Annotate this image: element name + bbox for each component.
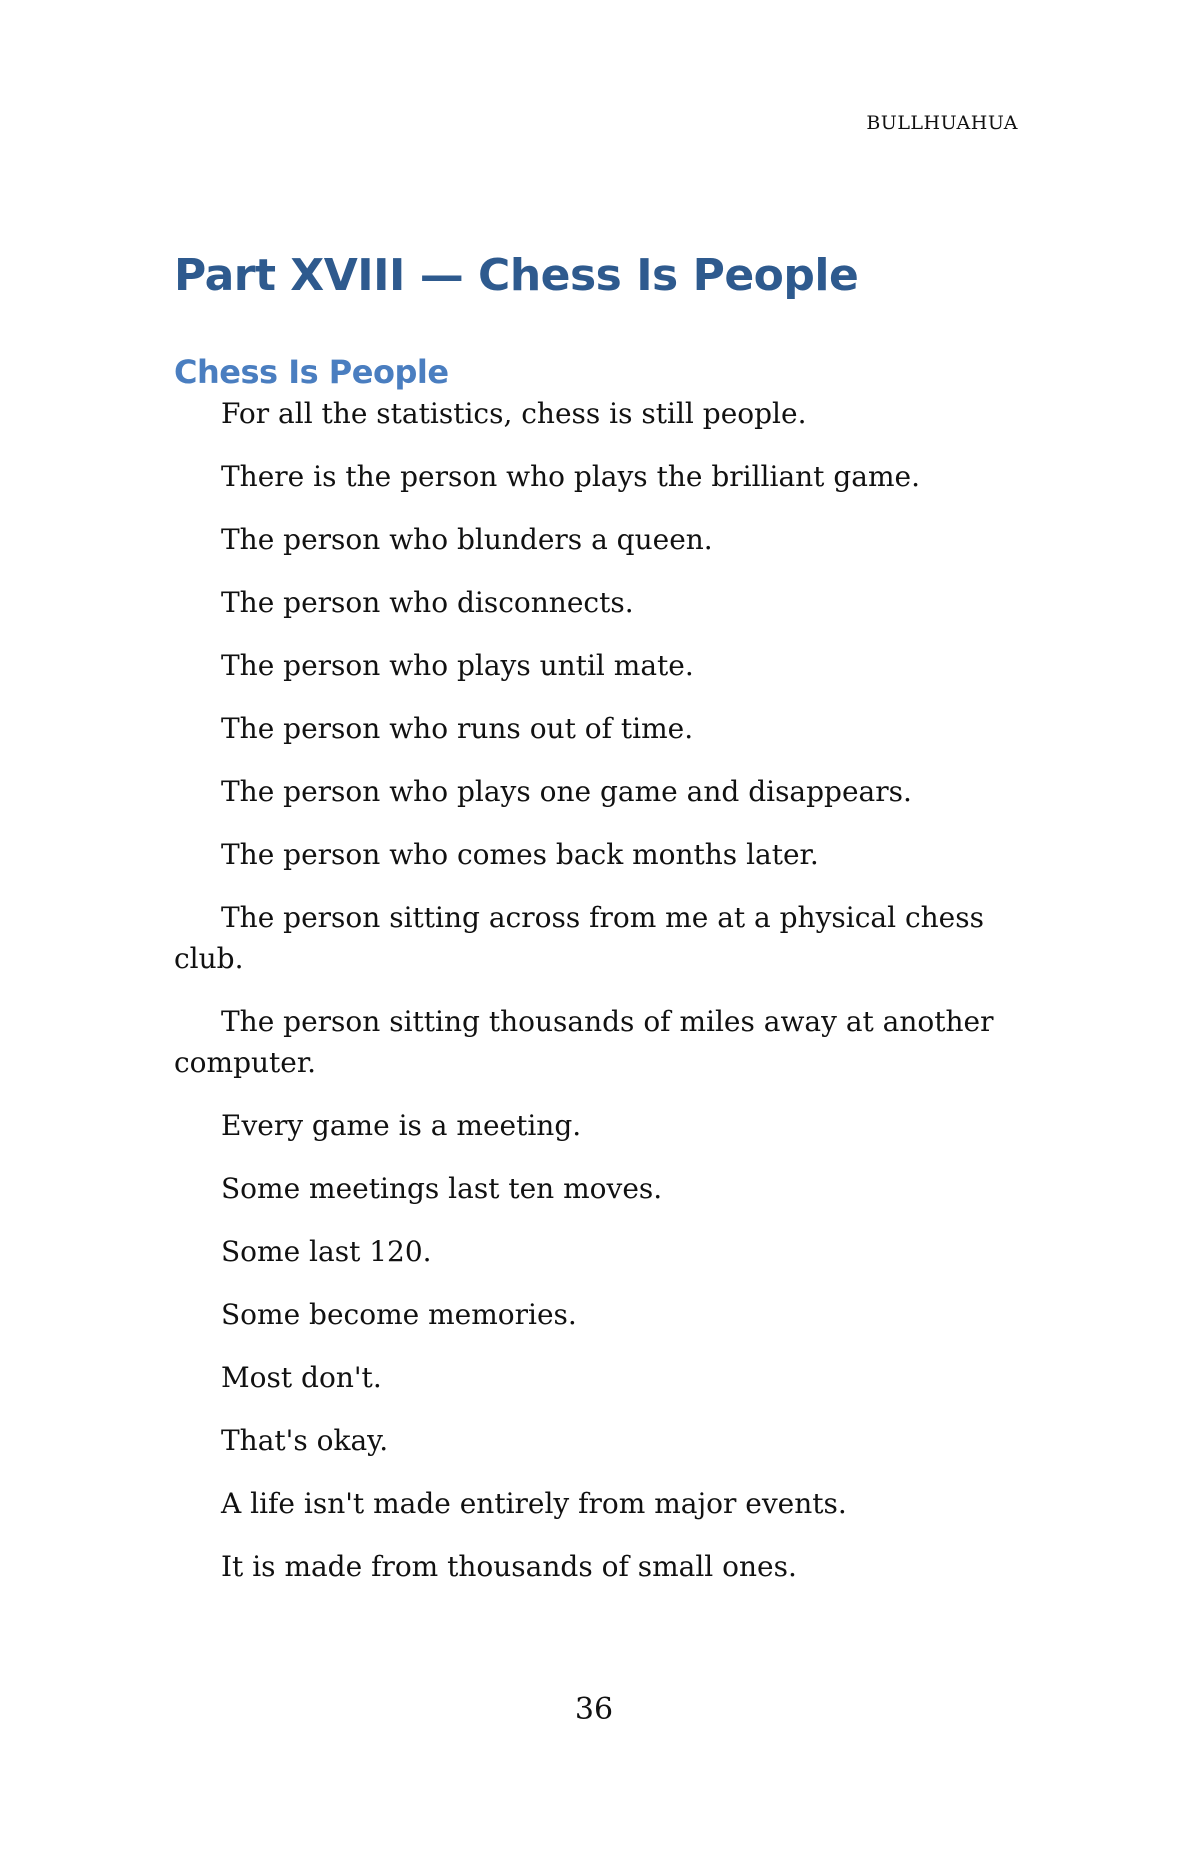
paragraph: The person sitting across from me at a physical chess club. (174, 901, 984, 976)
paragraph: The person who disconnects. (221, 586, 634, 620)
paragraph: The person who plays one game and disappears. (221, 775, 912, 809)
running-header: BULLHUAHUA (866, 112, 1018, 134)
paragraph: The person sitting thousands of miles away at another computer. (174, 1005, 994, 1080)
part-title: Part XVIII — Chess Is People (174, 250, 859, 301)
paragraph: That's okay. (221, 1424, 389, 1458)
body-text (174, 393, 1034, 1587)
paragraph: There is the person who plays the brilliant game. (221, 460, 920, 494)
page-number: 36 (574, 1692, 614, 1727)
paragraph: For all the statistics, chess is still people. (221, 397, 807, 431)
paragraph: Some meetings last ten moves. (221, 1172, 663, 1206)
paragraph: The person who blunders a queen. (221, 523, 713, 557)
paragraph: The person who comes back months later. (221, 838, 819, 872)
page-content (174, 250, 1034, 1609)
paragraph: A life isn't made entirely from major events. (221, 1487, 847, 1521)
paragraph: Some become memories. (221, 1298, 577, 1332)
paragraph: The person who plays until mate. (221, 649, 694, 683)
paragraph: Most don't. (221, 1361, 382, 1395)
section-title: Chess Is People (174, 352, 449, 391)
paragraph: Some last 120. (221, 1235, 432, 1269)
paragraph: Every game is a meeting. (221, 1109, 582, 1143)
paragraph: The person who runs out of time. (221, 712, 694, 746)
paragraph: It is made from thousands of small ones. (221, 1550, 797, 1584)
